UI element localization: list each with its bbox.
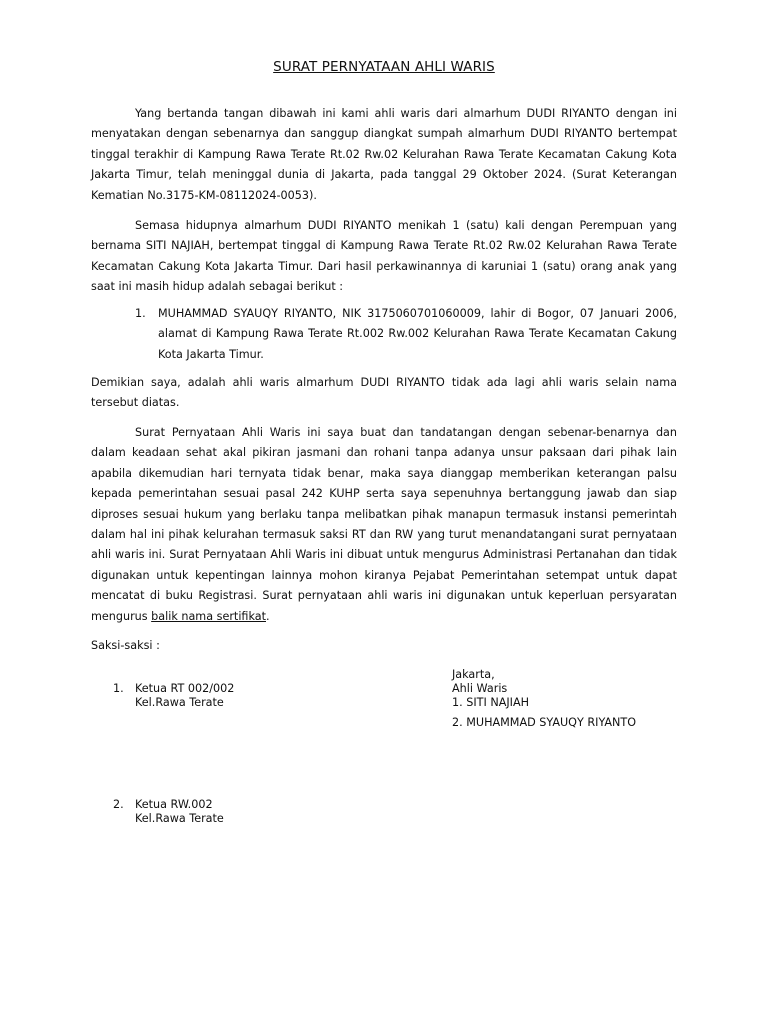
witness-kelurahan: Kel.Rawa Terate bbox=[135, 696, 224, 709]
signature-heir-1: 1. SITI NAJIAH bbox=[452, 696, 530, 709]
witness-title: Ketua RW.002 bbox=[135, 798, 213, 811]
witness-kelurahan: Kel.Rawa Terate bbox=[135, 812, 224, 825]
heir-list-item: MUHAMMAD SYAUQY RIYANTO, NIK 3175060701060009, lahir di Bogor, 07 Januari 2006, alamat di Kampung Rawa Terate Rt.002 Rw.002 Kelurahan Rawa Terate Kecamatan Cakung Kota Jakarta Timur. bbox=[158, 307, 677, 361]
heir-list-number: 1. bbox=[135, 307, 146, 320]
signature-place: Jakarta, bbox=[452, 668, 495, 681]
witness-number: 2. bbox=[113, 798, 124, 811]
paragraph-statement-text: Surat Pernyataan Ahli Waris ini saya buat dan tandatangan dengan sebenar-benarnya dan dalam keadaan sehat akal pikiran jasmani dan rohani tanpa adanya unsur paksaan dari pihak lain apabila dikemudian hari ternyata tidak benar, maka saya dianggap memberikan keterangan palsu kepada pemerintahan sesuai pasal 242 KUHP serta saya sepenuhnya bertanggung jawab dan siap diproses sesuai hukum yang berlaku tanpa melibatkan pihak manapun termasuk instansi pemerintah dalam hal ini pihak kelurahan termasuk saksi RT dan RW yang turut menandatangani surat pernyataan ahli waris ini. Surat Pernyataan Ahli Waris ini dibuat untuk mengurus Administrasi Pertanahan dan tidak digunakan untuk kepentingan lainnya mohon kiranya Pejabat Pemerintahan setempat untuk dapat mencatat di buku Registrasi. Surat pernyataan ahli waris ini digunakan untuk keperluan persyaratan mengurus bbox=[91, 426, 677, 623]
paragraph-intro: Yang bertanda tangan dibawah ini kami ahli waris dari almarhum DUDI RIYANTO dengan ini menyatakan dengan sebenarnya dan sanggup diangkat sumpah almarhum DUDI RIYANTO bertempat tinggal terakhir di Kampung Rawa Terate Rt.02 Rw.02 Kelurahan Rawa Terate Kecamatan Cakung Kota Jakarta Timur, telah meninggal dunia di Jakarta, pada tanggal 29 Oktober 2024. (Surat Keterangan Kematian No.3175-KM-08112024-0053). bbox=[91, 107, 677, 202]
underlined-purpose: balik nama sertifikat bbox=[151, 609, 266, 623]
witness-number: 1. bbox=[113, 682, 124, 695]
signature-label: Ahli Waris bbox=[452, 682, 508, 695]
paragraph-declaration: Demikian saya, adalah ahli waris almarhum DUDI RIYANTO tidak ada lagi ahli waris selain nama tersebut diatas. bbox=[91, 376, 677, 410]
document-title: SURAT PERNYATAAN AHLI WARIS bbox=[273, 59, 495, 75]
witnesses-label: Saksi-saksi : bbox=[91, 639, 160, 652]
witness-title: Ketua RT 002/002 bbox=[135, 682, 235, 695]
paragraph-statement bbox=[91, 423, 677, 627]
paragraph-marriage: Semasa hidupnya almarhum DUDI RIYANTO menikah 1 (satu) kali dengan Perempuan yang bernama SITI NAJIAH, bertempat tinggal di Kampung Rawa Terate Rt.02 Rw.02 Kelurahan Rawa Terate Kecamatan Cakung Kota Jakarta Timur. Dari hasil perkawinannya di karuniai 1 (satu) orang anak yang saat ini masih hidup adalah sebagai berikut : bbox=[91, 219, 677, 294]
paragraph-statement-end: . bbox=[266, 609, 270, 623]
signature-heir-2: 2. MUHAMMAD SYAUQY RIYANTO bbox=[452, 716, 637, 729]
